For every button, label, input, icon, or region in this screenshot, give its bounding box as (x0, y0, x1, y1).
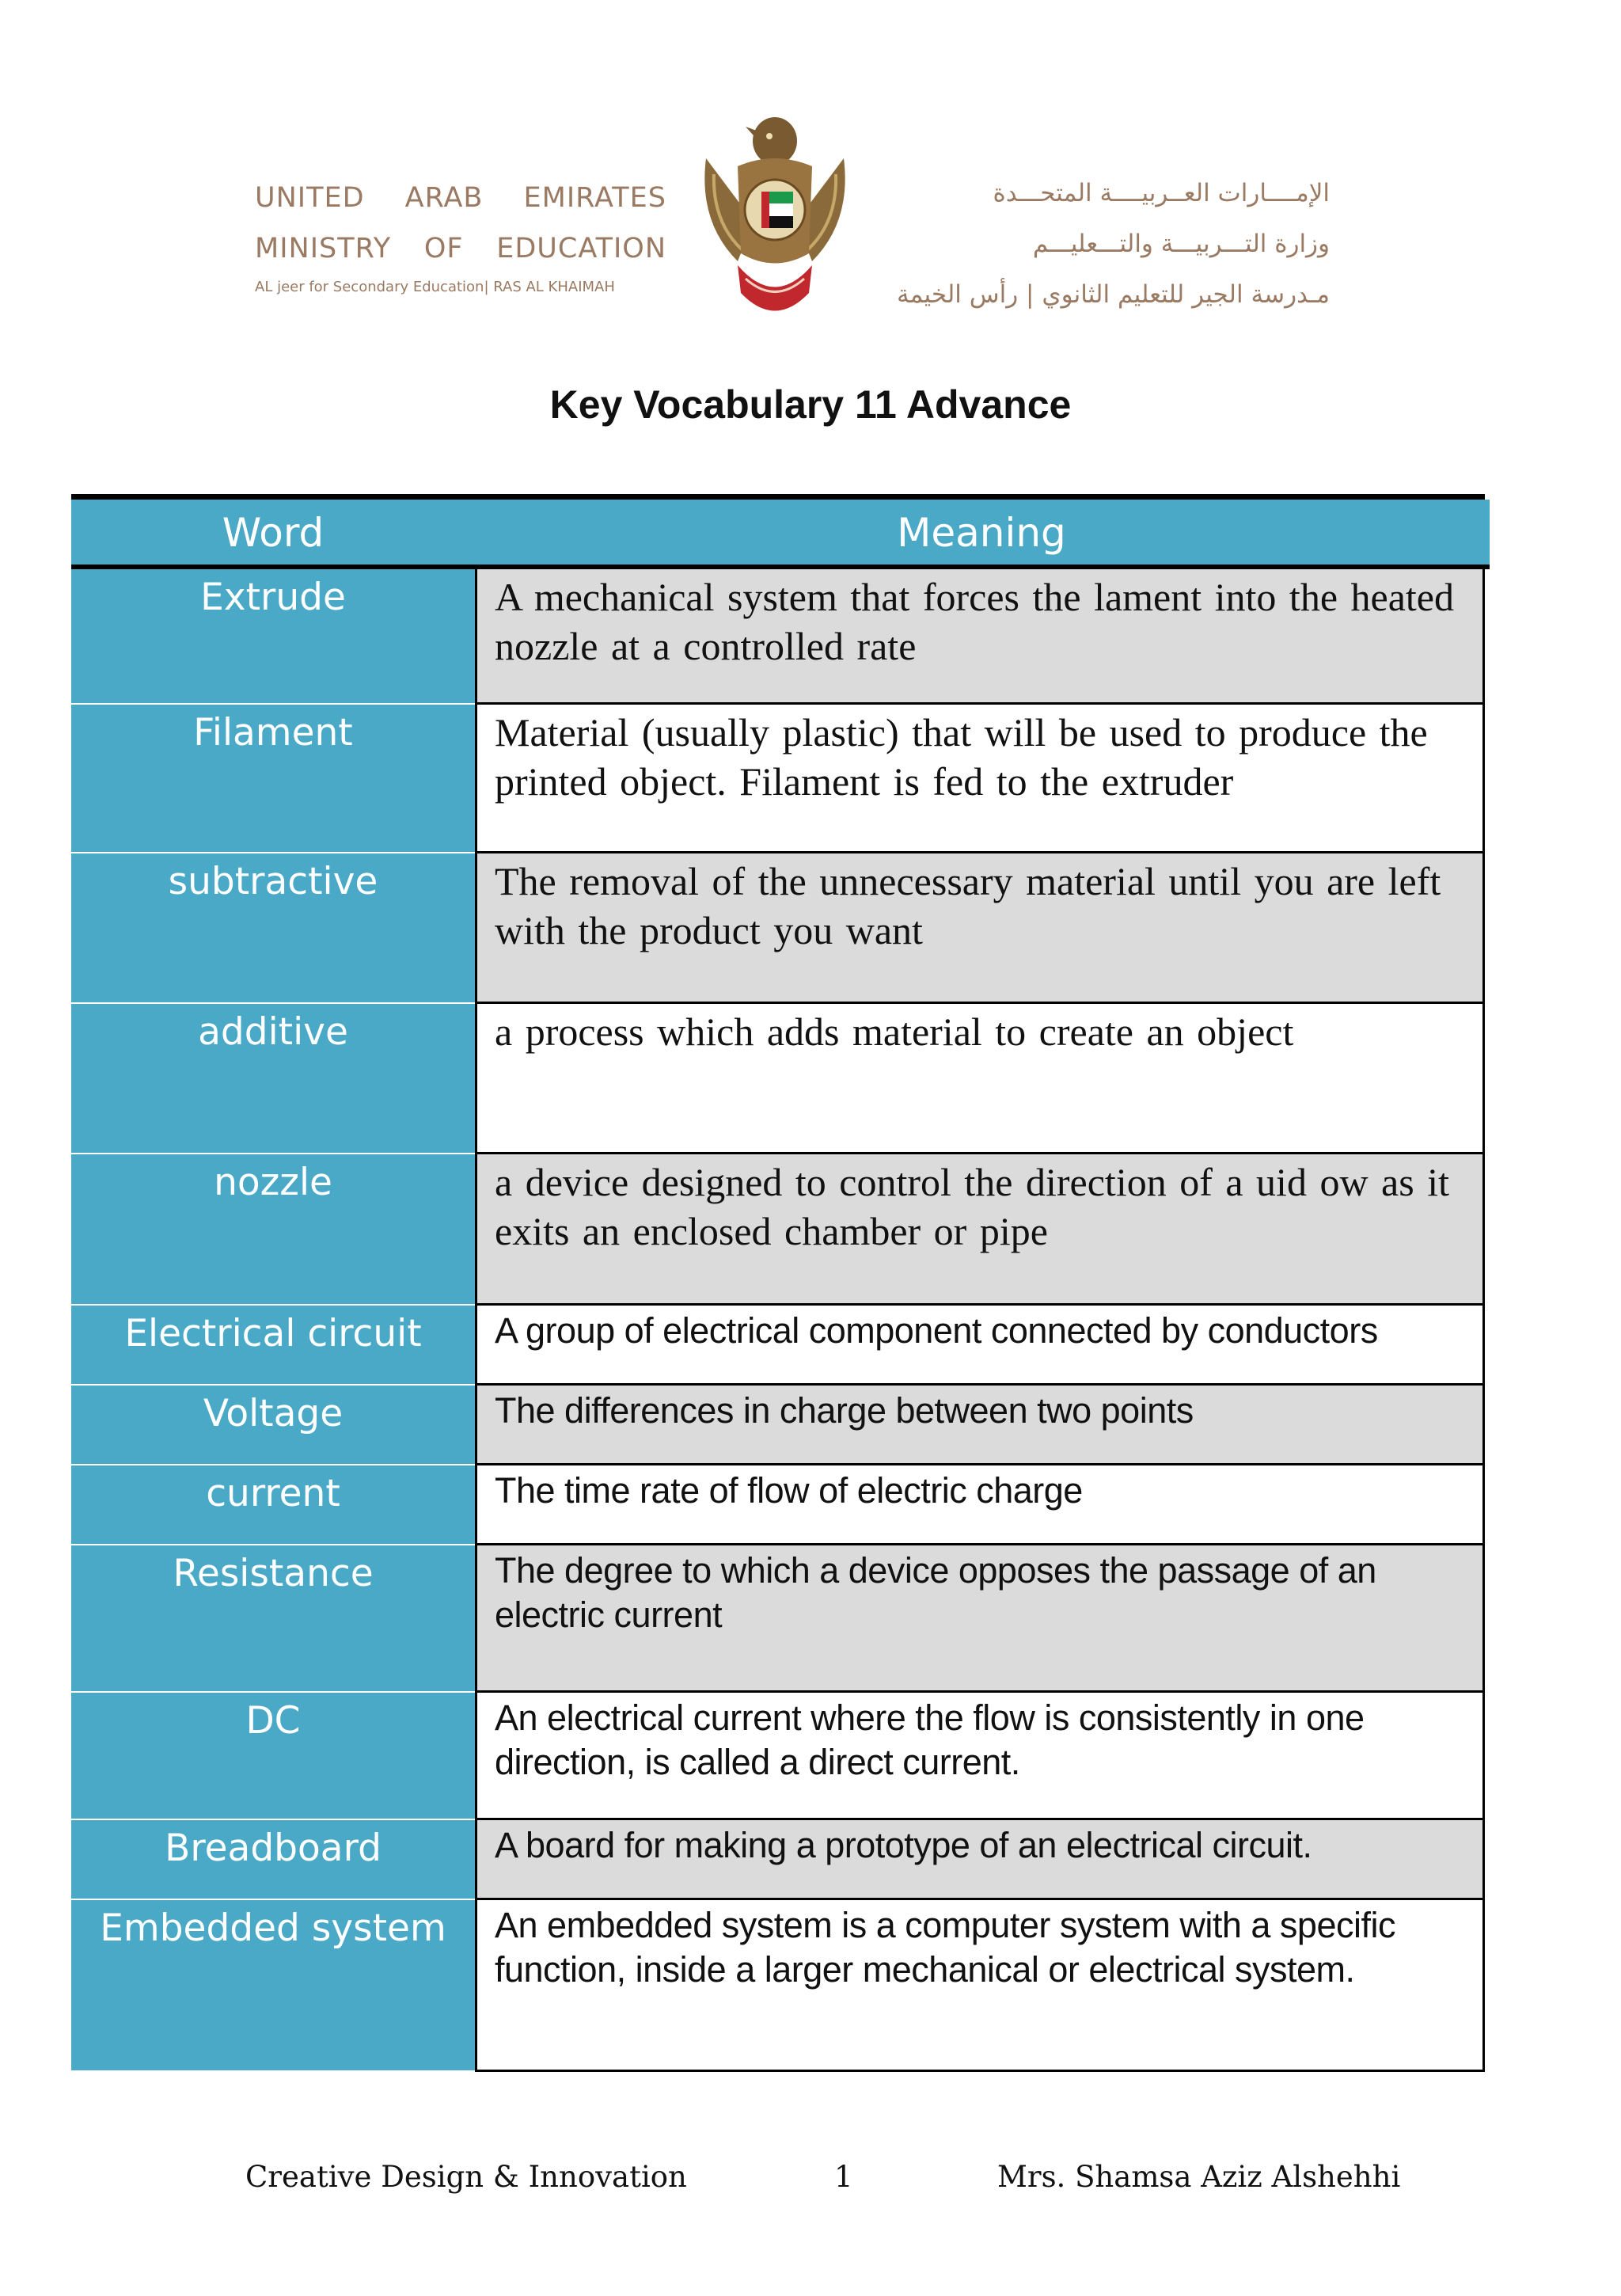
vocab-word: Embedded system (71, 1900, 475, 2072)
vocab-meaning: A board for making a prototype of an electrical circuit. (475, 1820, 1485, 1900)
table-header (71, 500, 1490, 569)
vocab-meaning: The degree to which a device opposes the passage of an electric current (475, 1545, 1485, 1693)
table-row (71, 1004, 1485, 1154)
vocab-word: Resistance (71, 1545, 475, 1693)
footer-page-number: 1 (834, 2160, 853, 2194)
vocab-meaning: Material (usually plastic) that will be used to produce the printed object. Filament is fed to the extruder (475, 705, 1485, 853)
header-word: MINISTRY (255, 233, 392, 264)
vocab-word: Filament (71, 705, 475, 853)
header-word: OF (423, 233, 464, 264)
arabic-line-3: مـدرسة الجير للتعليم الثانوي | رأس الخيمة (896, 280, 1330, 309)
vocab-word: Extrude (71, 569, 475, 705)
table-row (71, 1693, 1485, 1820)
column-header-meaning: Meaning (897, 510, 1066, 556)
table-row (71, 1154, 1485, 1306)
header-line-1 (255, 173, 666, 223)
table-row (71, 1465, 1485, 1545)
header-line-2 (255, 223, 666, 274)
table-row (71, 853, 1485, 1004)
vocab-meaning: The differences in charge between two points (475, 1386, 1485, 1465)
vocab-meaning: A mechanical system that forces the lament into the heated nozzle at a controlled rate (475, 569, 1485, 705)
header-word: UNITED (255, 182, 365, 214)
vocab-word: Electrical circuit (71, 1306, 475, 1386)
school-subtitle: AL jeer for Secondary Education| RAS AL KHAIMAH (255, 279, 615, 295)
uae-emblem-logo (690, 103, 860, 325)
vocab-meaning: An electrical current where the flow is consistently in one direction, is called a direct current. (475, 1693, 1485, 1820)
ministry-header-arabic (886, 168, 1330, 320)
vocab-meaning: The time rate of flow of electric charge (475, 1465, 1485, 1545)
vocabulary-table (71, 494, 1485, 2072)
header-word: EMIRATES (523, 182, 666, 214)
ministry-header-english (255, 173, 666, 295)
table-row (71, 1900, 1485, 2072)
arabic-line-2: وزارة التـــربيـــة والتـــعليـــم (1032, 230, 1330, 258)
table-row (71, 1306, 1485, 1386)
vocab-word: Breadboard (71, 1820, 475, 1900)
footer-course: Creative Design & Innovation (245, 2160, 687, 2194)
vocab-meaning: The removal of the unnecessary material until you are left with the product you want (475, 853, 1485, 1004)
table-row (71, 1820, 1485, 1900)
table-row (71, 1386, 1485, 1465)
document-title: Key Vocabulary 11 Advance (549, 382, 1072, 427)
header-word: ARAB (404, 182, 484, 214)
vocab-word: current (71, 1465, 475, 1545)
table-row (71, 1545, 1485, 1693)
column-header-word: Word (222, 510, 325, 556)
vocab-word: Voltage (71, 1386, 475, 1465)
table-row (71, 569, 1485, 705)
vocab-meaning: a process which adds material to create an object (475, 1004, 1485, 1154)
vocab-meaning: An embedded system is a computer system with a specific function, inside a larger mechanical or electrical system. (475, 1900, 1485, 2072)
table-row (71, 705, 1485, 853)
vocab-word: subtractive (71, 853, 475, 1004)
arabic-line-1: الإمــــارات العــربيــــة المتحـــدة (993, 179, 1330, 207)
vocab-word: DC (71, 1693, 475, 1820)
vocab-meaning: a device designed to control the direction of a uid ow as it exits an enclosed chamber or pipe (475, 1154, 1485, 1306)
header-word: EDUCATION (496, 233, 666, 264)
footer-teacher: Mrs. Shamsa Aziz Alshehhi (997, 2160, 1401, 2194)
vocab-word: additive (71, 1004, 475, 1154)
vocab-word: nozzle (71, 1154, 475, 1306)
vocab-meaning: A group of electrical component connected by conductors (475, 1306, 1485, 1386)
